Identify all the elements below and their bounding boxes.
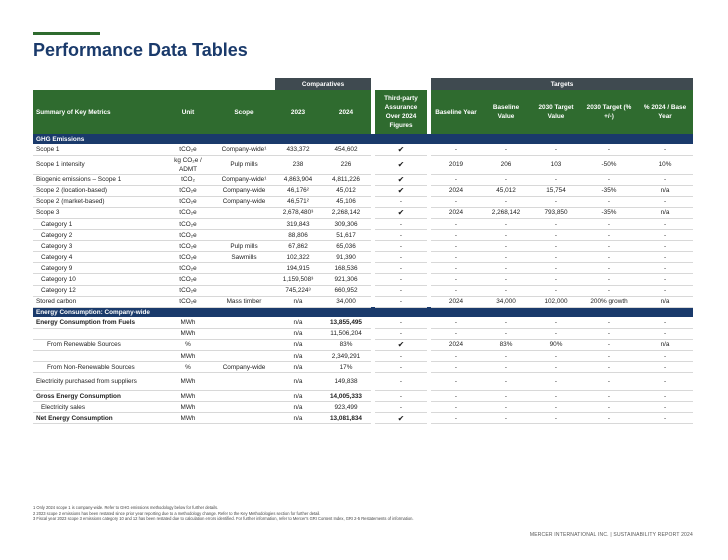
cell-metric: From Non-Renewable Sources (33, 362, 163, 373)
cell-base-value: - (481, 174, 531, 185)
table-row (33, 362, 693, 373)
cell-y2023: 745,224³ (275, 285, 321, 296)
table-row (33, 241, 693, 252)
cell-base-year: - (431, 263, 481, 274)
cell-base-value: - (481, 391, 531, 402)
cell-base-year: - (431, 144, 481, 155)
cell-metric (33, 351, 163, 362)
cell-target-pct: - (581, 328, 637, 339)
cell-scope: Pulp mills (213, 241, 275, 252)
column-header: % 2024 / Base Year (637, 90, 693, 134)
cell-base-value: 34,000 (481, 296, 531, 307)
cell-metric: Category 2 (33, 230, 163, 241)
cell-base-value: - (481, 230, 531, 241)
cell-base-year: - (431, 252, 481, 263)
cell-y2024: 660,952 (321, 285, 371, 296)
cell-pct-base: - (637, 362, 693, 373)
cell-y2024: 13,855,495 (321, 317, 371, 328)
cell-pct-base: 10% (637, 155, 693, 174)
cell-target-pct: - (581, 285, 637, 296)
column-header: 2024 (321, 90, 371, 134)
column-header: Summary of Key Metrics (33, 90, 163, 134)
cell-base-year: - (431, 413, 481, 424)
cell-assurance: - (375, 391, 427, 402)
cell-target-pct: - (581, 317, 637, 328)
section-header: GHG Emissions (33, 134, 693, 144)
cell-target-value: - (531, 241, 581, 252)
cell-base-value: - (481, 218, 531, 229)
cell-base-year: 2024 (431, 185, 481, 196)
table-row (33, 230, 693, 241)
cell-base-year: 2024 (431, 339, 481, 350)
cell-target-value: - (531, 230, 581, 241)
cell-unit: tCO₂e (163, 218, 213, 229)
cell-base-year: - (431, 328, 481, 339)
cell-base-value: - (481, 362, 531, 373)
cell-pct-base: - (637, 263, 693, 274)
cell-y2023: 46,571² (275, 196, 321, 207)
cell-y2024: 14,005,333 (321, 391, 371, 402)
cell-target-pct: -50% (581, 155, 637, 174)
cell-unit: tCO₂e (163, 274, 213, 285)
cell-y2024: 2,268,142 (321, 207, 371, 218)
cell-metric: Scope 2 (market-based) (33, 196, 163, 207)
cell-base-year: - (431, 391, 481, 402)
cell-target-pct: - (581, 413, 637, 424)
cell-target-value: 102,000 (531, 296, 581, 307)
cell-metric: Biogenic emissions – Scope 1 (33, 174, 163, 185)
table-row (33, 413, 693, 424)
cell-metric: From Renewable Sources (33, 339, 163, 350)
column-header: 2030 Target (% +/-) (581, 90, 637, 134)
cell-target-pct: - (581, 218, 637, 229)
cell-target-value: 90% (531, 339, 581, 350)
cell-y2023: n/a (275, 351, 321, 362)
cell-unit: tCO₂e (163, 207, 213, 218)
cell-y2023: n/a (275, 373, 321, 391)
cell-base-year: - (431, 285, 481, 296)
cell-scope (213, 328, 275, 339)
cell-assurance: - (375, 230, 427, 241)
table-row (33, 285, 693, 296)
cell-scope (213, 402, 275, 413)
cell-scope (213, 207, 275, 218)
cell-target-value: - (531, 196, 581, 207)
cell-assurance: ✔ (375, 144, 427, 155)
cell-unit: MWh (163, 317, 213, 328)
cell-pct-base: - (637, 218, 693, 229)
cell-assurance: - (375, 317, 427, 328)
cell-target-pct: - (581, 402, 637, 413)
cell-base-year: 2019 (431, 155, 481, 174)
cell-metric: Category 9 (33, 263, 163, 274)
cell-assurance: - (375, 402, 427, 413)
table-row (33, 263, 693, 274)
table-row (33, 185, 693, 196)
cell-pct-base: n/a (637, 296, 693, 307)
cell-y2024: 17% (321, 362, 371, 373)
cell-base-year: - (431, 317, 481, 328)
cell-base-value: - (481, 317, 531, 328)
cell-base-value: 83% (481, 339, 531, 350)
cell-assurance: - (375, 196, 427, 207)
cell-unit: MWh (163, 413, 213, 424)
cell-base-value: - (481, 263, 531, 274)
cell-assurance: - (375, 285, 427, 296)
cell-unit: tCO₂e (163, 144, 213, 155)
page-footer: MERCER INTERNATIONAL INC. | SUSTAINABILITY REPORT 2024 (529, 532, 693, 538)
cell-scope: Mass timber (213, 296, 275, 307)
table-row (33, 218, 693, 229)
cell-scope: Company-wide (213, 196, 275, 207)
cell-scope: Sawmills (213, 252, 275, 263)
cell-scope (213, 285, 275, 296)
cell-unit: tCO₂e (163, 285, 213, 296)
cell-y2024: 454,602 (321, 144, 371, 155)
column-header: Baseline Year (431, 90, 481, 134)
cell-pct-base: - (637, 413, 693, 424)
cell-y2023: 67,862 (275, 241, 321, 252)
cell-base-year: 2024 (431, 296, 481, 307)
cell-y2024: 2,349,291 (321, 351, 371, 362)
cell-base-year: - (431, 274, 481, 285)
cell-target-pct: 200% growth (581, 296, 637, 307)
cell-pct-base: - (637, 252, 693, 263)
cell-y2023: n/a (275, 296, 321, 307)
cell-assurance: - (375, 274, 427, 285)
cell-assurance: - (375, 362, 427, 373)
cell-target-pct: - (581, 263, 637, 274)
cell-y2023: 433,372 (275, 144, 321, 155)
cell-target-value: 793,850 (531, 207, 581, 218)
cell-assurance: - (375, 373, 427, 391)
cell-y2023: 4,863,904 (275, 174, 321, 185)
cell-scope: Company-wide¹ (213, 174, 275, 185)
cell-target-pct: - (581, 362, 637, 373)
cell-y2024: 91,390 (321, 252, 371, 263)
cell-assurance: ✔ (375, 413, 427, 424)
cell-unit: tCO₂e (163, 196, 213, 207)
cell-base-value: - (481, 285, 531, 296)
cell-target-pct: - (581, 230, 637, 241)
cell-pct-base: - (637, 328, 693, 339)
column-header: Unit (163, 90, 213, 134)
table-row (33, 155, 693, 174)
cell-pct-base: - (637, 144, 693, 155)
cell-base-year: - (431, 174, 481, 185)
table-row (33, 252, 693, 263)
cell-pct-base: - (637, 241, 693, 252)
cell-target-value: 103 (531, 155, 581, 174)
cell-metric (33, 328, 163, 339)
cell-target-pct: - (581, 241, 637, 252)
cell-target-value: - (531, 218, 581, 229)
cell-y2023: n/a (275, 362, 321, 373)
cell-assurance: - (375, 296, 427, 307)
cell-scope (213, 339, 275, 350)
cell-pct-base: - (637, 373, 693, 391)
cell-target-value: - (531, 144, 581, 155)
cell-assurance: - (375, 328, 427, 339)
cell-scope: Pulp mills (213, 155, 275, 174)
cell-assurance: ✔ (375, 174, 427, 185)
cell-target-pct: - (581, 274, 637, 285)
cell-metric: Scope 2 (location-based) (33, 185, 163, 196)
cell-base-value: 2,268,142 (481, 207, 531, 218)
cell-unit: MWh (163, 402, 213, 413)
cell-target-pct: - (581, 174, 637, 185)
cell-target-pct: -35% (581, 185, 637, 196)
cell-pct-base: - (637, 317, 693, 328)
cell-target-value: - (531, 274, 581, 285)
cell-unit: MWh (163, 351, 213, 362)
cell-target-value: - (531, 373, 581, 391)
cell-unit: % (163, 339, 213, 350)
footnote: 3 Fiscal year 2023 scope 3 emissions category 10 and 12 has been restated due to calculation errors identified. For further information, refer to Mercer's GRI Content Index, GRI 2-5 Restatements of information. (33, 516, 414, 522)
cell-target-pct: - (581, 339, 637, 350)
cell-y2024: 4,811,226 (321, 174, 371, 185)
cell-y2023: n/a (275, 402, 321, 413)
cell-unit: MWh (163, 373, 213, 391)
cell-base-year: - (431, 241, 481, 252)
cell-scope (213, 274, 275, 285)
cell-metric: Category 1 (33, 218, 163, 229)
cell-target-value: 15,754 (531, 185, 581, 196)
cell-base-value: - (481, 351, 531, 362)
cell-assurance: ✔ (375, 155, 427, 174)
table-row (33, 317, 693, 328)
cell-target-value: - (531, 362, 581, 373)
cell-scope (213, 230, 275, 241)
cell-base-year: - (431, 218, 481, 229)
performance-data-table (33, 78, 693, 424)
table-row (33, 296, 693, 307)
cell-unit: tCO₂ (163, 174, 213, 185)
cell-pct-base: - (637, 402, 693, 413)
table-row (33, 207, 693, 218)
cell-base-year: - (431, 351, 481, 362)
cell-assurance: - (375, 351, 427, 362)
table-row (33, 174, 693, 185)
cell-target-pct: -35% (581, 207, 637, 218)
cell-base-year: - (431, 373, 481, 391)
cell-base-value: - (481, 241, 531, 252)
column-header: Scope (213, 90, 275, 134)
cell-scope (213, 413, 275, 424)
cell-y2023: 102,322 (275, 252, 321, 263)
cell-y2023: 194,915 (275, 263, 321, 274)
cell-y2023: 46,176² (275, 185, 321, 196)
cell-pct-base: - (637, 230, 693, 241)
cell-metric: Category 4 (33, 252, 163, 263)
cell-y2023: n/a (275, 317, 321, 328)
column-header: Third-party Assurance Over 2024 Figures (375, 90, 427, 134)
cell-y2024: 83% (321, 339, 371, 350)
cell-target-value: - (531, 328, 581, 339)
cell-metric: Category 12 (33, 285, 163, 296)
table-row (33, 351, 693, 362)
cell-assurance: - (375, 252, 427, 263)
cell-y2024: 168,536 (321, 263, 371, 274)
cell-assurance: - (375, 218, 427, 229)
footnotes (33, 505, 414, 522)
group-header-targets: Targets (431, 78, 693, 90)
cell-assurance: ✔ (375, 339, 427, 350)
cell-assurance: ✔ (375, 207, 427, 218)
table-row (33, 196, 693, 207)
column-header: 2030 Target Value (531, 90, 581, 134)
footnote: 2 2023 scope 2 emissions has been restated since prior year reporting due to a methodology change. Refer to the Key Methodologies section for further detail. (33, 510, 321, 516)
cell-target-value: - (531, 391, 581, 402)
cell-target-pct: - (581, 196, 637, 207)
cell-y2024: 11,506,204 (321, 328, 371, 339)
footnote: 1 Only 2024 scope 1 is company-wide. Refer to GHG emissions methodology below for further details. (33, 505, 219, 510)
cell-assurance: ✔ (375, 185, 427, 196)
cell-scope (213, 373, 275, 391)
cell-pct-base: - (637, 274, 693, 285)
cell-y2023: 88,806 (275, 230, 321, 241)
cell-base-value: - (481, 144, 531, 155)
cell-base-value: - (481, 413, 531, 424)
cell-target-value: - (531, 402, 581, 413)
cell-target-pct: - (581, 252, 637, 263)
column-header: Baseline Value (481, 90, 531, 134)
cell-base-year: 2024 (431, 207, 481, 218)
cell-target-value: - (531, 174, 581, 185)
cell-scope: Company-wide (213, 362, 275, 373)
cell-y2024: 45,012 (321, 185, 371, 196)
table-row (33, 391, 693, 402)
cell-metric: Electricity purchased from suppliers (33, 373, 163, 391)
cell-metric: Electricity sales (33, 402, 163, 413)
cell-y2023: 319,843 (275, 218, 321, 229)
cell-unit: MWh (163, 391, 213, 402)
cell-y2024: 149,838 (321, 373, 371, 391)
cell-y2023: n/a (275, 391, 321, 402)
table-row (33, 373, 693, 391)
cell-target-value: - (531, 317, 581, 328)
cell-y2024: 921,306 (321, 274, 371, 285)
cell-y2024: 51,617 (321, 230, 371, 241)
cell-scope: Company-wide (213, 185, 275, 196)
cell-y2023: n/a (275, 339, 321, 350)
cell-pct-base: n/a (637, 207, 693, 218)
cell-unit: tCO₂e (163, 185, 213, 196)
cell-base-value: - (481, 274, 531, 285)
cell-y2024: 13,081,834 (321, 413, 371, 424)
cell-pct-base: - (637, 196, 693, 207)
cell-pct-base: - (637, 351, 693, 362)
cell-pct-base: - (637, 174, 693, 185)
cell-target-value: - (531, 252, 581, 263)
cell-metric: Gross Energy Consumption (33, 391, 163, 402)
cell-y2024: 65,036 (321, 241, 371, 252)
cell-target-pct: - (581, 351, 637, 362)
cell-y2024: 923,499 (321, 402, 371, 413)
cell-scope (213, 351, 275, 362)
section-header: Energy Consumption: Company-wide (33, 307, 693, 317)
cell-target-pct: - (581, 391, 637, 402)
title-accent-bar (33, 32, 100, 35)
table-row (33, 144, 693, 155)
cell-base-value: - (481, 252, 531, 263)
cell-base-year: - (431, 362, 481, 373)
cell-unit: tCO₂e (163, 230, 213, 241)
cell-unit: tCO₂e (163, 296, 213, 307)
column-header: 2023 (275, 90, 321, 134)
cell-y2023: 238 (275, 155, 321, 174)
cell-target-value: - (531, 413, 581, 424)
cell-pct-base: n/a (637, 185, 693, 196)
cell-unit: % (163, 362, 213, 373)
cell-unit: tCO₂e (163, 263, 213, 274)
cell-scope (213, 317, 275, 328)
cell-base-value: - (481, 402, 531, 413)
cell-y2023: n/a (275, 328, 321, 339)
cell-pct-base: - (637, 391, 693, 402)
cell-y2024: 34,000 (321, 296, 371, 307)
cell-target-pct: - (581, 144, 637, 155)
table-row (33, 339, 693, 350)
cell-y2024: 45,106 (321, 196, 371, 207)
cell-scope: Company-wide¹ (213, 144, 275, 155)
cell-pct-base: - (637, 285, 693, 296)
cell-base-value: - (481, 373, 531, 391)
table-row (33, 402, 693, 413)
cell-y2024: 226 (321, 155, 371, 174)
cell-base-value: 45,012 (481, 185, 531, 196)
cell-metric: Scope 1 intensity (33, 155, 163, 174)
cell-y2023: 1,159,508³ (275, 274, 321, 285)
table-row (33, 274, 693, 285)
cell-unit: kg CO₂e / ADMT (163, 155, 213, 174)
cell-y2023: 2,678,480³ (275, 207, 321, 218)
cell-y2024: 309,306 (321, 218, 371, 229)
cell-scope (213, 218, 275, 229)
cell-metric: Category 3 (33, 241, 163, 252)
cell-metric: Net Energy Consumption (33, 413, 163, 424)
cell-unit: MWh (163, 328, 213, 339)
cell-unit: tCO₂e (163, 252, 213, 263)
page-title: Performance Data Tables (33, 40, 248, 60)
cell-target-pct: - (581, 373, 637, 391)
group-header-comparatives: Comparatives (275, 78, 371, 90)
cell-metric: Category 10 (33, 274, 163, 285)
cell-base-value: - (481, 196, 531, 207)
cell-scope (213, 263, 275, 274)
cell-target-value: - (531, 285, 581, 296)
cell-target-value: - (531, 263, 581, 274)
cell-base-value: 206 (481, 155, 531, 174)
cell-base-year: - (431, 230, 481, 241)
cell-base-value: - (481, 328, 531, 339)
cell-metric: Scope 1 (33, 144, 163, 155)
cell-metric: Scope 3 (33, 207, 163, 218)
cell-unit: tCO₂e (163, 241, 213, 252)
cell-target-value: - (531, 351, 581, 362)
cell-base-year: - (431, 196, 481, 207)
cell-assurance: - (375, 241, 427, 252)
table-row (33, 328, 693, 339)
cell-assurance: - (375, 263, 427, 274)
cell-metric: Energy Consumption from Fuels (33, 317, 163, 328)
cell-y2023: n/a (275, 413, 321, 424)
cell-metric: Stored carbon (33, 296, 163, 307)
cell-scope (213, 391, 275, 402)
cell-pct-base: n/a (637, 339, 693, 350)
cell-base-year: - (431, 402, 481, 413)
